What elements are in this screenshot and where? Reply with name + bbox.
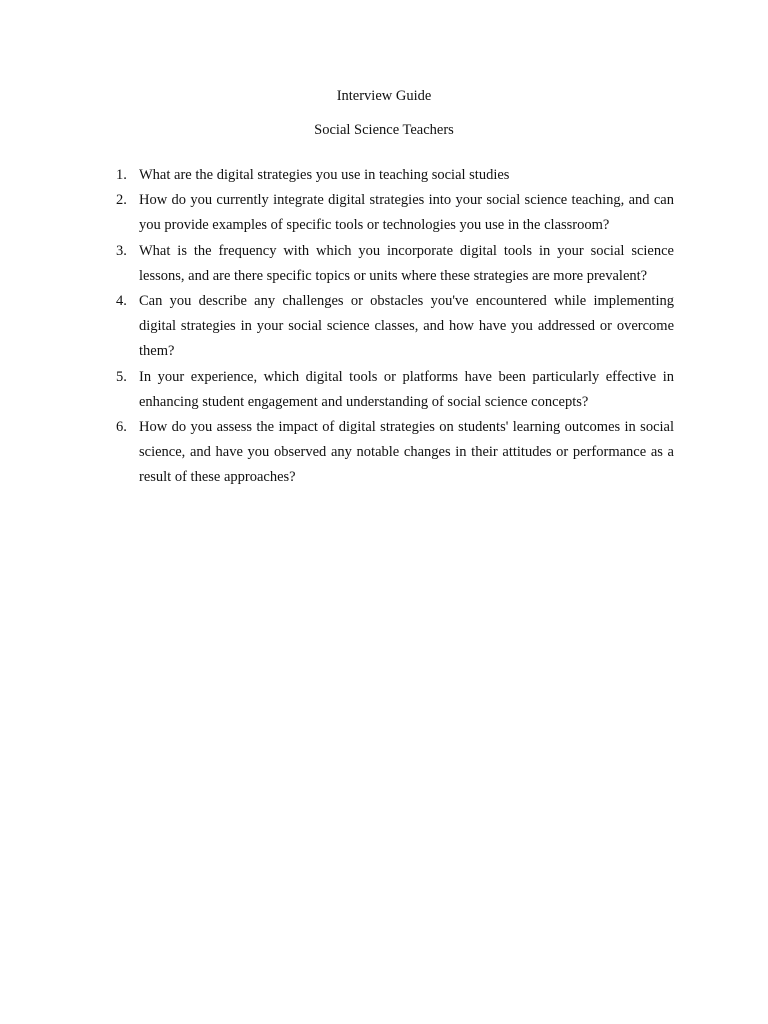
question-number: 1. (116, 167, 127, 183)
question-number: 6. (116, 419, 127, 436)
question-number: 5. (116, 368, 127, 385)
question-item (112, 188, 674, 238)
question-item (112, 239, 674, 289)
question-text: Can you describe any challenges or obstacles you've encountered while implementing digital strategies in your social science classes, and how have you addressed or overcome them? (139, 293, 674, 360)
question-number: 4. (116, 293, 127, 310)
question-item (112, 289, 674, 365)
document-title: Interview Guide (336, 88, 432, 104)
document-subtitle: Social Science Teachers (314, 122, 454, 138)
question-item (112, 163, 674, 188)
question-list (112, 163, 674, 491)
question-text: How do you currently integrate digital strategies into your social science teaching, and can you provide examples of specific tools or technologies you use in the classroom? (139, 192, 674, 234)
question-item (112, 415, 674, 491)
question-text: What are the digital strategies you use in teaching social studies (139, 167, 510, 183)
question-text: In your experience, which digital tools or platforms have been particularly effective in enhancing student engagement and understanding of social science concepts? (139, 368, 674, 410)
question-text: What is the frequency with which you incorporate digital tools in your social science lessons, and are there specific topics or units where these strategies are more prevalent? (139, 242, 674, 284)
question-item (112, 365, 674, 415)
question-number: 3. (116, 242, 127, 259)
question-number: 2. (116, 192, 127, 209)
question-text: How do you assess the impact of digital strategies on students' learning outcomes in social science, and have you observed any notable changes in their attitudes or performance as a result of these approaches? (139, 419, 674, 486)
